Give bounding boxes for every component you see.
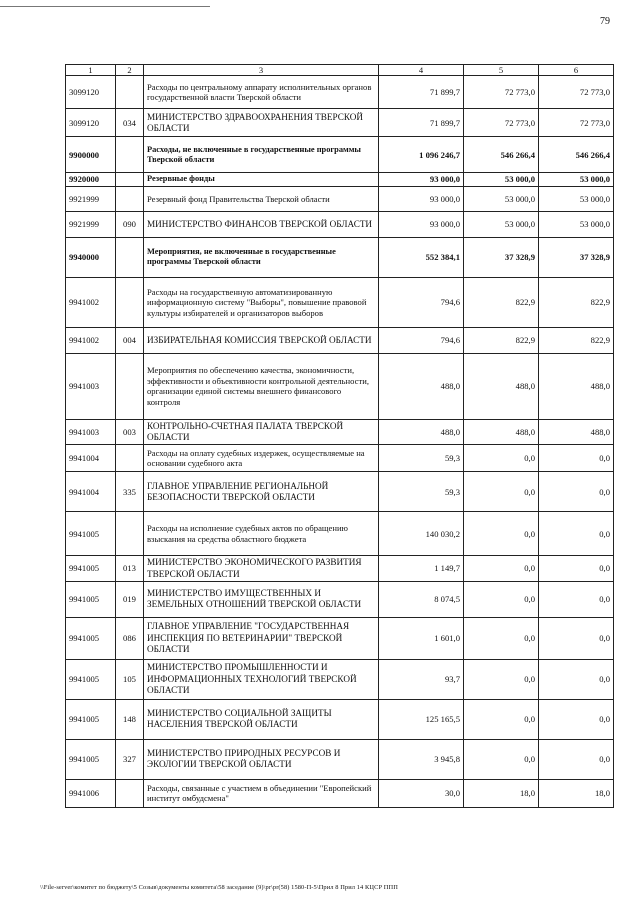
- value-col4: 140 030,2: [379, 512, 464, 556]
- table-body: [66, 76, 614, 807]
- table-row: [66, 109, 614, 137]
- name-cell: МИНИСТЕРСТВО ПРОМЫШЛЕННОСТИ И ИНФОРМАЦИОННЫХ ТЕХНОЛОГИЙ ТВЕРСКОЙ ОБЛАСТИ: [144, 659, 379, 699]
- sub-code-cell: 090: [116, 211, 144, 237]
- name-cell: Расходы, связанные с участием в объединении "Европейский институт омбудсмена": [144, 779, 379, 807]
- value-col4: 488,0: [379, 419, 464, 444]
- sub-code-cell: 105: [116, 659, 144, 699]
- value-col6: 0,0: [539, 699, 614, 739]
- value-col4: 59,3: [379, 472, 464, 512]
- code-cell: 9900000: [66, 137, 116, 173]
- footer-path: \\File-server\комитет по бюджету\5 Созыв\документы комитета\58 заседание (9)\pr\pr(58) 1580-П-5\Прил 8 Прил 14 КЦСР ППП: [40, 884, 398, 891]
- sub-code-cell: 335: [116, 472, 144, 512]
- sub-code-cell: [116, 137, 144, 173]
- sub-code-cell: [116, 76, 144, 109]
- sub-code-cell: [116, 186, 144, 211]
- value-col4: 488,0: [379, 353, 464, 419]
- value-col6: 53 000,0: [539, 173, 614, 186]
- table-row: [66, 779, 614, 807]
- value-col4: 30,0: [379, 779, 464, 807]
- value-col5: 18,0: [464, 779, 539, 807]
- value-col4: 93 000,0: [379, 211, 464, 237]
- name-cell: Резервный фонд Правительства Тверской области: [144, 186, 379, 211]
- header-col-6: 6: [539, 65, 614, 76]
- value-col6: 0,0: [539, 556, 614, 581]
- value-col4: 794,6: [379, 277, 464, 327]
- value-col5: 0,0: [464, 739, 539, 779]
- value-col4: 93,7: [379, 659, 464, 699]
- table-row: [66, 739, 614, 779]
- header-col-5: 5: [464, 65, 539, 76]
- name-cell: ГЛАВНОЕ УПРАВЛЕНИЕ "ГОСУДАРСТВЕННАЯ ИНСПЕКЦИЯ ПО ВЕТЕРИНАРИИ" ТВЕРСКОЙ ОБЛАСТИ: [144, 617, 379, 659]
- value-col6: 53 000,0: [539, 211, 614, 237]
- name-cell: Расходы по центральному аппарату исполнительных органов государственной власти Тверской области: [144, 76, 379, 109]
- sub-code-cell: 004: [116, 327, 144, 353]
- value-col6: 546 266,4: [539, 137, 614, 173]
- code-cell: 9941005: [66, 699, 116, 739]
- name-cell: Резервные фонды: [144, 173, 379, 186]
- value-col5: 0,0: [464, 699, 539, 739]
- name-cell: МИНИСТЕРСТВО ИМУЩЕСТВЕННЫХ И ЗЕМЕЛЬНЫХ ОТНОШЕНИЙ ТВЕРСКОЙ ОБЛАСТИ: [144, 581, 379, 617]
- value-col5: 0,0: [464, 445, 539, 472]
- name-cell: МИНИСТЕРСТВО ПРИРОДНЫХ РЕСУРСОВ И ЭКОЛОГИИ ТВЕРСКОЙ ОБЛАСТИ: [144, 739, 379, 779]
- sub-code-cell: [116, 173, 144, 186]
- sub-code-cell: 086: [116, 617, 144, 659]
- table-row: [66, 659, 614, 699]
- value-col6: 0,0: [539, 617, 614, 659]
- code-cell: 3099120: [66, 109, 116, 137]
- table-row: [66, 472, 614, 512]
- value-col5: 0,0: [464, 556, 539, 581]
- table-row: [66, 512, 614, 556]
- value-col6: 822,9: [539, 327, 614, 353]
- code-cell: 9921999: [66, 186, 116, 211]
- name-cell: ГЛАВНОЕ УПРАВЛЕНИЕ РЕГИОНАЛЬНОЙ БЕЗОПАСНОСТИ ТВЕРСКОЙ ОБЛАСТИ: [144, 472, 379, 512]
- sub-code-cell: 034: [116, 109, 144, 137]
- sub-code-cell: 148: [116, 699, 144, 739]
- name-cell: Мероприятия, не включенные в государственные программы Тверской области: [144, 237, 379, 277]
- table-row: [66, 581, 614, 617]
- table-row: [66, 237, 614, 277]
- value-col6: 37 328,9: [539, 237, 614, 277]
- value-col4: 1 601,0: [379, 617, 464, 659]
- code-cell: 9941005: [66, 739, 116, 779]
- value-col6: 488,0: [539, 419, 614, 444]
- name-cell: Расходы на государственную автоматизированную информационную систему "Выборы", повышение правовой культуры избирателей и организаторов выборов: [144, 277, 379, 327]
- value-col5: 546 266,4: [464, 137, 539, 173]
- name-cell: Мероприятия по обеспечению качества, экономичности, эффективности и объективности контрольной деятельности, организации единой системы внешнего финансового контроля: [144, 353, 379, 419]
- sub-code-cell: [116, 779, 144, 807]
- value-col5: 0,0: [464, 472, 539, 512]
- value-col4: 3 945,8: [379, 739, 464, 779]
- sub-code-cell: 003: [116, 419, 144, 444]
- table-row: [66, 445, 614, 472]
- table-row: [66, 419, 614, 444]
- header-col-4: 4: [379, 65, 464, 76]
- sub-code-cell: 013: [116, 556, 144, 581]
- sub-code-cell: [116, 277, 144, 327]
- header-col-3: 3: [144, 65, 379, 76]
- value-col5: 37 328,9: [464, 237, 539, 277]
- code-cell: 9941004: [66, 472, 116, 512]
- name-cell: МИНИСТЕРСТВО ЭКОНОМИЧЕСКОГО РАЗВИТИЯ ТВЕРСКОЙ ОБЛАСТИ: [144, 556, 379, 581]
- code-cell: 9941005: [66, 581, 116, 617]
- value-col5: 0,0: [464, 581, 539, 617]
- value-col5: 72 773,0: [464, 76, 539, 109]
- name-cell: ИЗБИРАТЕЛЬНАЯ КОМИССИЯ ТВЕРСКОЙ ОБЛАСТИ: [144, 327, 379, 353]
- table-row: [66, 699, 614, 739]
- header-col-1: 1: [66, 65, 116, 76]
- sub-code-cell: [116, 237, 144, 277]
- value-col5: 0,0: [464, 659, 539, 699]
- code-cell: 9941005: [66, 659, 116, 699]
- value-col6: 0,0: [539, 659, 614, 699]
- code-cell: 9920000: [66, 173, 116, 186]
- code-cell: 9941003: [66, 353, 116, 419]
- table-row: [66, 617, 614, 659]
- name-cell: МИНИСТЕРСТВО ФИНАНСОВ ТВЕРСКОЙ ОБЛАСТИ: [144, 211, 379, 237]
- value-col5: 53 000,0: [464, 186, 539, 211]
- table-row: [66, 186, 614, 211]
- table-row: [66, 173, 614, 186]
- value-col6: 72 773,0: [539, 109, 614, 137]
- value-col6: 0,0: [539, 445, 614, 472]
- value-col4: 71 899,7: [379, 109, 464, 137]
- value-col4: 125 165,5: [379, 699, 464, 739]
- table-row: [66, 76, 614, 109]
- value-col6: 0,0: [539, 512, 614, 556]
- value-col4: 794,6: [379, 327, 464, 353]
- value-col6: 53 000,0: [539, 186, 614, 211]
- code-cell: 9941005: [66, 512, 116, 556]
- value-col4: 93 000,0: [379, 186, 464, 211]
- code-cell: 9941005: [66, 556, 116, 581]
- table-row: [66, 353, 614, 419]
- sub-code-cell: 019: [116, 581, 144, 617]
- value-col5: 72 773,0: [464, 109, 539, 137]
- table-row: [66, 137, 614, 173]
- value-col6: 0,0: [539, 739, 614, 779]
- code-cell: 9921999: [66, 211, 116, 237]
- value-col4: 71 899,7: [379, 76, 464, 109]
- value-col5: 822,9: [464, 277, 539, 327]
- value-col4: 1 149,7: [379, 556, 464, 581]
- code-cell: 9941004: [66, 445, 116, 472]
- value-col4: 93 000,0: [379, 173, 464, 186]
- table-row: [66, 277, 614, 327]
- sub-code-cell: 327: [116, 739, 144, 779]
- name-cell: Расходы на оплату судебных издержек, осуществляемые на основании судебного акта: [144, 445, 379, 472]
- value-col4: 59,3: [379, 445, 464, 472]
- name-cell: Расходы, не включенные в государственные программы Тверской области: [144, 137, 379, 173]
- value-col4: 8 074,5: [379, 581, 464, 617]
- value-col6: 0,0: [539, 472, 614, 512]
- code-cell: 3099120: [66, 76, 116, 109]
- code-cell: 9941002: [66, 277, 116, 327]
- value-col5: 488,0: [464, 353, 539, 419]
- value-col5: 488,0: [464, 419, 539, 444]
- value-col6: 0,0: [539, 581, 614, 617]
- name-cell: МИНИСТЕРСТВО ЗДРАВООХРАНЕНИЯ ТВЕРСКОЙ ОБЛАСТИ: [144, 109, 379, 137]
- table-row: [66, 327, 614, 353]
- sub-code-cell: [116, 445, 144, 472]
- value-col5: 0,0: [464, 617, 539, 659]
- value-col6: 822,9: [539, 277, 614, 327]
- value-col5: 53 000,0: [464, 173, 539, 186]
- code-cell: 9941002: [66, 327, 116, 353]
- name-cell: МИНИСТЕРСТВО СОЦИАЛЬНОЙ ЗАЩИТЫ НАСЕЛЕНИЯ ТВЕРСКОЙ ОБЛАСТИ: [144, 699, 379, 739]
- name-cell: КОНТРОЛЬНО-СЧЕТНАЯ ПАЛАТА ТВЕРСКОЙ ОБЛАСТИ: [144, 419, 379, 444]
- header-col-2: 2: [116, 65, 144, 76]
- sub-code-cell: [116, 353, 144, 419]
- top-rule: [0, 6, 210, 7]
- header-row: [66, 65, 614, 76]
- code-cell: 9941006: [66, 779, 116, 807]
- value-col5: 53 000,0: [464, 211, 539, 237]
- code-cell: 9941005: [66, 617, 116, 659]
- code-cell: 9941003: [66, 419, 116, 444]
- value-col6: 72 773,0: [539, 76, 614, 109]
- value-col6: 18,0: [539, 779, 614, 807]
- name-cell: Расходы на исполнение судебных актов по обращению взыскания на средства областного бюджета: [144, 512, 379, 556]
- code-cell: 9940000: [66, 237, 116, 277]
- page-number: 79: [600, 16, 610, 27]
- value-col6: 488,0: [539, 353, 614, 419]
- value-col5: 822,9: [464, 327, 539, 353]
- sub-code-cell: [116, 512, 144, 556]
- value-col4: 1 096 246,7: [379, 137, 464, 173]
- table-row: [66, 211, 614, 237]
- budget-table: [65, 64, 614, 808]
- value-col5: 0,0: [464, 512, 539, 556]
- table-row: [66, 556, 614, 581]
- value-col4: 552 384,1: [379, 237, 464, 277]
